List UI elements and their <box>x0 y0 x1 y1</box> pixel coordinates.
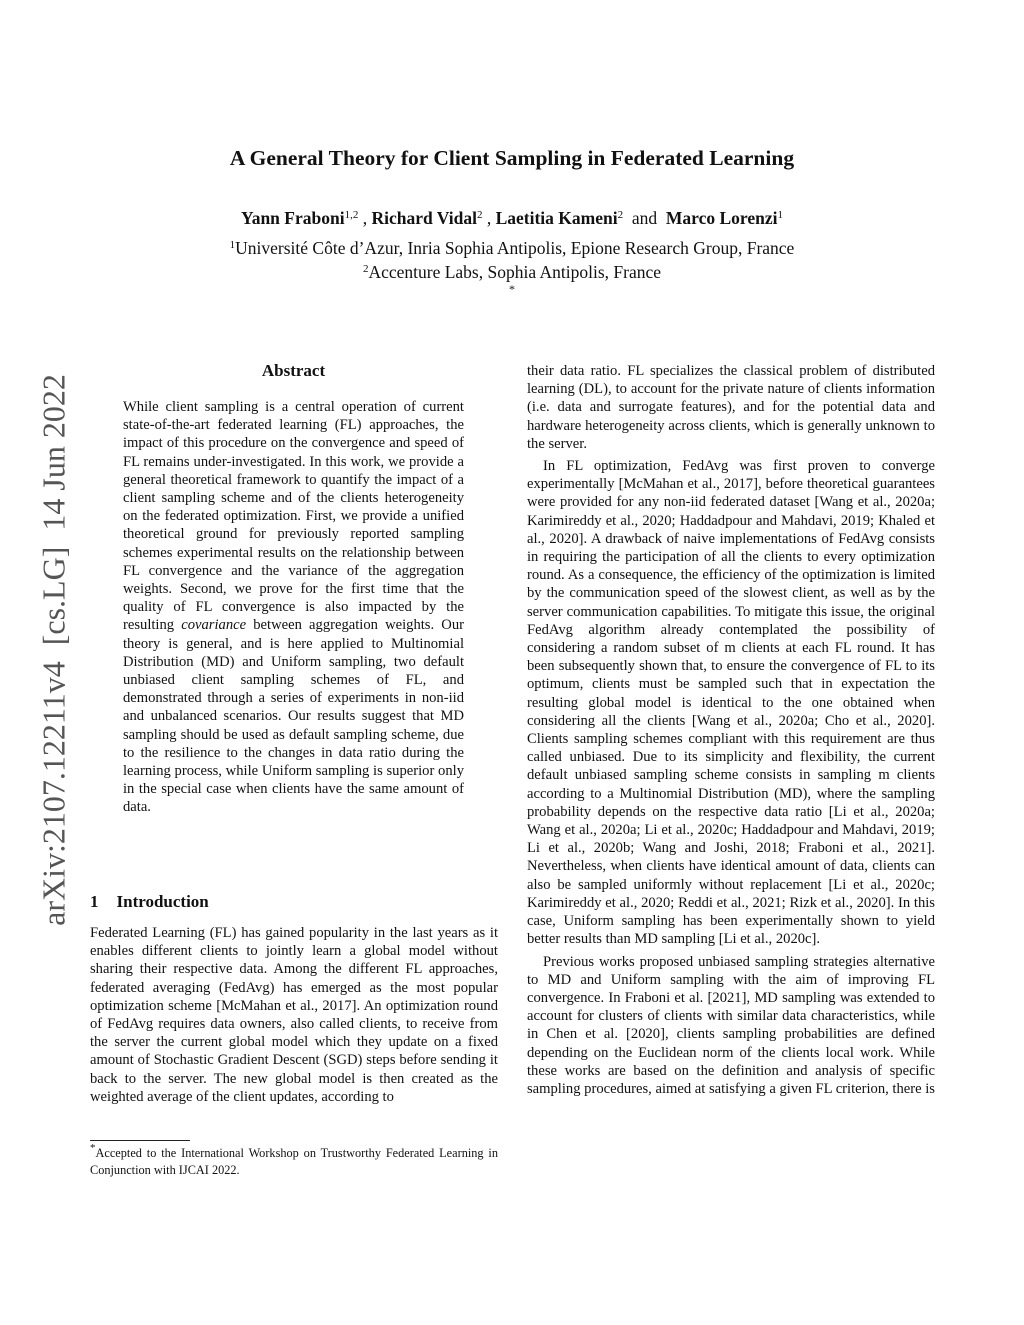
arxiv-identifier: arXiv:2107.12211v4 [cs.LG] 14 Jun 2022 <box>35 374 72 926</box>
footnote-mark: * <box>90 1142 96 1154</box>
abstract-text <box>123 398 464 817</box>
abstract-text-end: between aggregation weights. Our theory is general, and is here applied to Multinomial Distribution (MD) and Uniform sampling, two default unbiased client sampling schemes of FL, and demonstrated through a series of experiments in non-iid and unbalanced scenarios. Our results suggest that MD sampling should be used as default sampling scheme, due to the resilience to the changes in data ratio during the learning process, while Uniform sampling is superior only in the special case when clients have the same amount of data. <box>123 617 464 816</box>
author-list <box>0 208 1024 229</box>
introduction-right-column <box>527 362 935 1098</box>
affiliation-text: Université Côte d’Azur, Inria Sophia Antipolis, Epione Research Group, France <box>235 238 795 258</box>
author-separator: and <box>623 208 666 228</box>
author-separator: , <box>358 208 372 228</box>
author-separator: , <box>482 208 496 228</box>
author-affiliation-mark: 2 <box>617 209 624 221</box>
author-affiliation-mark: 1,2 <box>344 209 359 221</box>
paragraph: Federated Learning (FL) has gained popularity in the last years as it enables different clients to jointly learn a global model without sharing their respective data. Among the different FL approaches, federated averaging (FedAvg) has emerged as the most popular optimization scheme [McMahan et al., 2017]. An optimization round of FedAvg requires data owners, also called clients, to receive from the server the current global model which they update on a fixed amount of Stochastic Gradient Descent (SGD) steps before sending it back to the server. The new global model is then created as the weighted average of the client updates, according to <box>90 925 498 1105</box>
footnote-divider <box>90 1140 190 1141</box>
footnote <box>90 1142 498 1178</box>
affiliation-2 <box>0 262 1024 283</box>
affiliation-1 <box>0 238 1024 259</box>
author-affiliation-mark: 1 <box>777 209 783 221</box>
affiliation-text: Accenture Labs, Sophia Antipolis, France <box>368 262 662 282</box>
paragraph: In FL optimization, FedAvg was first proven to converge experimentally [McMahan et al., 2017], before theoretical guarantees were provided for any non-iid federated dataset [Wang et al., 2020a; Karimireddy et al., 2020; Haddadpour and Mahdavi, 2019; Khaled et al., 2020]. A drawback of naive implementations of FedAvg consists in requiring the participation of all the clients to every optimization round. As a consequence, the efficiency of the optimization is limited by the communication speed of the slowest client, as well as by the server communication capabilities. To mitigate this issue, the original FedAvg algorithm already contemplated the possibility of considering a random subset of m clients at each FL round. It has been subsequently shown that, to ensure the convergence of FL to its optimum, clients must be sampled such that in expectation the resulting global model is identical to the one obtained when considering all the clients [Wang et al., 2020a; Cho et al., 2020]. Clients sampling schemes compliant with this requirement are thus called unbiased. Due to its simplicity and flexibility, the current default unbiased sampling scheme consists in sampling m clients according to a Multinomial Distribution (MD), where the sampling probability depends on the respective data ratio [Li et al., 2020a; Wang et al., 2020a; Li et al., 2020c; Haddadpour and Mahdavi, 2019; Li et al., 2020b; Wang and Joshi, 2018; Fraboni et al., 2021]. Nevertheless, when clients have identical amount of data, clients can also be sampled uniformly without replacement [Li et al., 2020c; Karimireddy et al., 2020; Reddi et al., 2021; Rizk et al., 2020]. In this case, Uniform sampling has been experimentally shown to yield better results than MD sampling [Li et al., 2020c]. <box>527 458 935 948</box>
author-affiliation-mark: 2 <box>476 209 483 221</box>
author-name: Marco Lorenzi <box>665 208 778 228</box>
introduction-left-column <box>90 924 498 1106</box>
author-name: Laetitia Kameni <box>495 208 618 228</box>
paragraph: Previous works proposed unbiased sampling strategies alternative to MD and Uniform sampling with the aim of improving FL convergence. In Fraboni et al. [2021], MD sampling was extended to account for clusters of clients with similar data characteristics, while in Chen et al. [2020], clients sampling probabilities are defined depending on the Euclidean norm of the clients local work. While these works are based on the definition and analysis of specific sampling procedures, aimed at satisfying a given FL criterion, there is <box>527 953 935 1097</box>
author-name: Richard Vidal <box>371 208 477 228</box>
title-footnote-mark: * <box>509 282 515 296</box>
section-title: Introduction <box>116 892 209 911</box>
footnote-text: Accepted to the International Workshop on Trustworthy Federated Learning in Conjunction with IJCAI 2022. <box>90 1146 498 1177</box>
abstract-heading: Abstract <box>261 361 326 380</box>
paper-title: A General Theory for Client Sampling in Federated Learning <box>229 146 795 170</box>
abstract-body <box>123 398 464 817</box>
abstract-emphasis: covariance <box>181 617 247 634</box>
section-number: 1 <box>90 892 99 911</box>
affiliation-mark: 1 <box>229 239 236 251</box>
paragraph: their data ratio. FL specializes the classical problem of distributed learning (DL), to account for the private nature of clients information (i.e. data and surrogate features), and for the potential data and hardware heterogeneity across clients, which is generally unknown to the server. <box>527 363 935 452</box>
abstract-text-start: While client sampling is a central operation of current state-of-the-art federated learning (FL) approaches, the impact of this procedure on the convergence and speed of FL remains under-investigated. In this work, we provide a general theoretical framework to quantify the impact of a client sampling scheme and of the clients heterogeneity on the federated optimization. First, we provide a unified theoretical ground for previously reported sampling schemes experimental results on the relationship between FL convergence and the variance of the aggregation weights. Second, we prove for the first time that the quality of FL convergence is also impacted by the resulting <box>123 399 464 634</box>
section-heading-introduction <box>90 892 209 912</box>
author-name: Yann Fraboni <box>241 208 345 228</box>
affiliation-mark: 2 <box>362 263 369 275</box>
